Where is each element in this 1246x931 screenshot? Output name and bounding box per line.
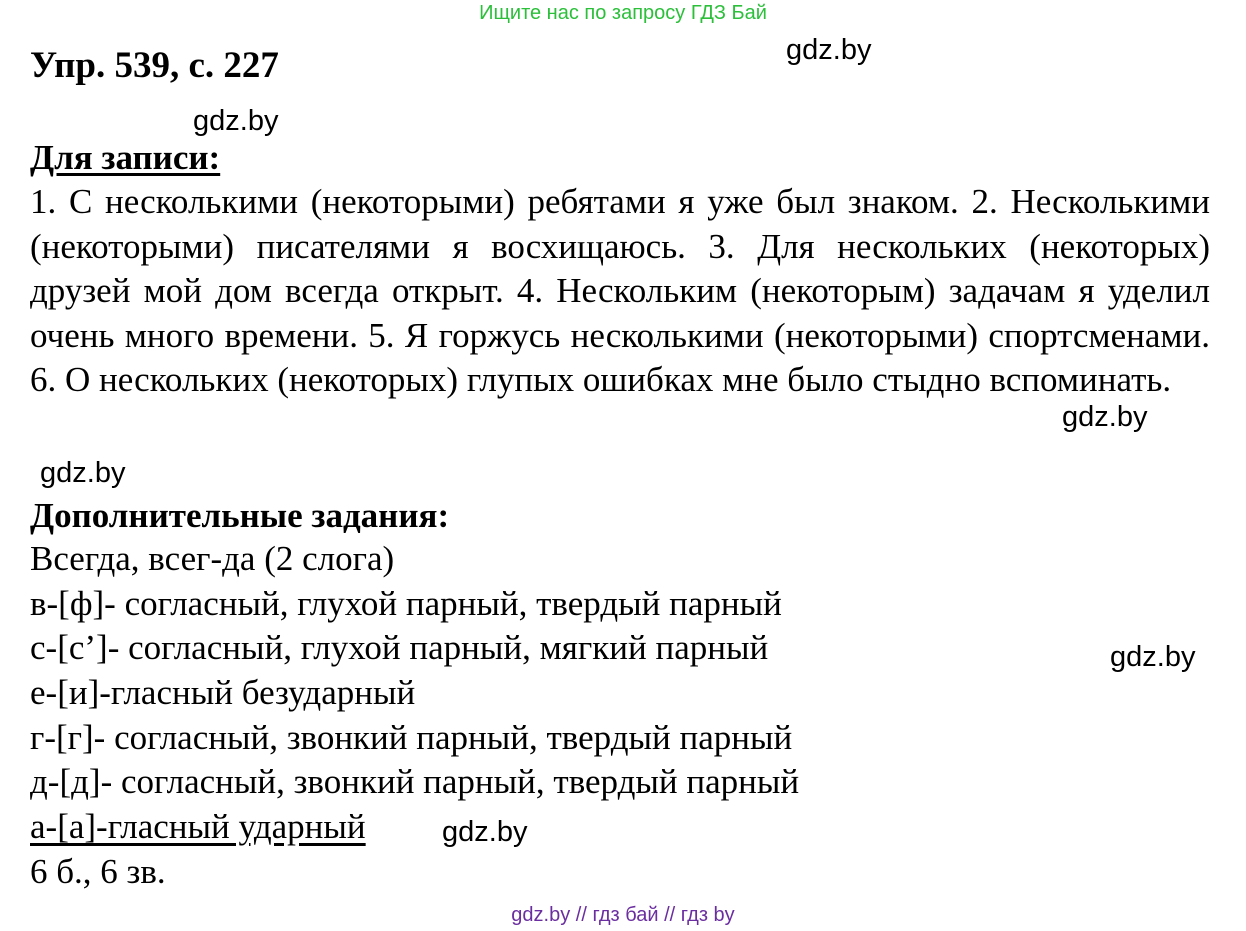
record-text: 1. С несколькими (некоторыми) ребятами я уже был знаком. 2. Несколькими (некоторыми) писателями я восхищаюсь. 3. Для нескольких (некоторых) друзей мой дом всегда открыт. 4. Нескольким (некоторым) задачам я уделил очень много времени. 5. Я горжусь несколькими (некоторыми) спортсменами. 6. О нескольких (некоторых) глупых ошибках мне было стыдно вспоминать.: [30, 182, 1210, 400]
extra-heading: Дополнительные задания:: [30, 496, 450, 535]
summary-line: 6 б., 6 зв.: [30, 852, 166, 891]
watermark: gdz.by: [193, 105, 279, 137]
watermark: gdz.by: [1110, 641, 1196, 673]
syllable-line: Всегда, всег-да (2 слога): [30, 539, 395, 578]
page-title: Упр. 539, с. 227: [30, 45, 279, 86]
watermark: gdz.by: [442, 816, 528, 848]
phonetic-line: д-[д]- согласный, звонкий парный, твердый парный: [30, 762, 800, 801]
watermark: gdz.by: [786, 34, 872, 66]
phonetic-line: е-[и]-гласный безударный: [30, 673, 416, 712]
phonetic-line: а-[а]-гласный ударный: [30, 807, 366, 846]
top-banner: Ищите нас по запросу ГДЗ Бай: [479, 2, 767, 24]
phonetic-line: с-[с’]- согласный, глухой парный, мягкий парный: [30, 628, 769, 667]
phonetic-line: в-[ф]- согласный, глухой парный, твердый парный: [30, 584, 782, 623]
watermark: gdz.by: [40, 457, 126, 489]
footer-links[interactable]: gdz.by // гдз бай // гдз by: [511, 904, 735, 926]
record-heading: Для записи:: [30, 138, 221, 177]
phonetic-line: г-[г]- согласный, звонкий парный, твердый парный: [30, 718, 793, 757]
watermark: gdz.by: [1062, 401, 1148, 433]
